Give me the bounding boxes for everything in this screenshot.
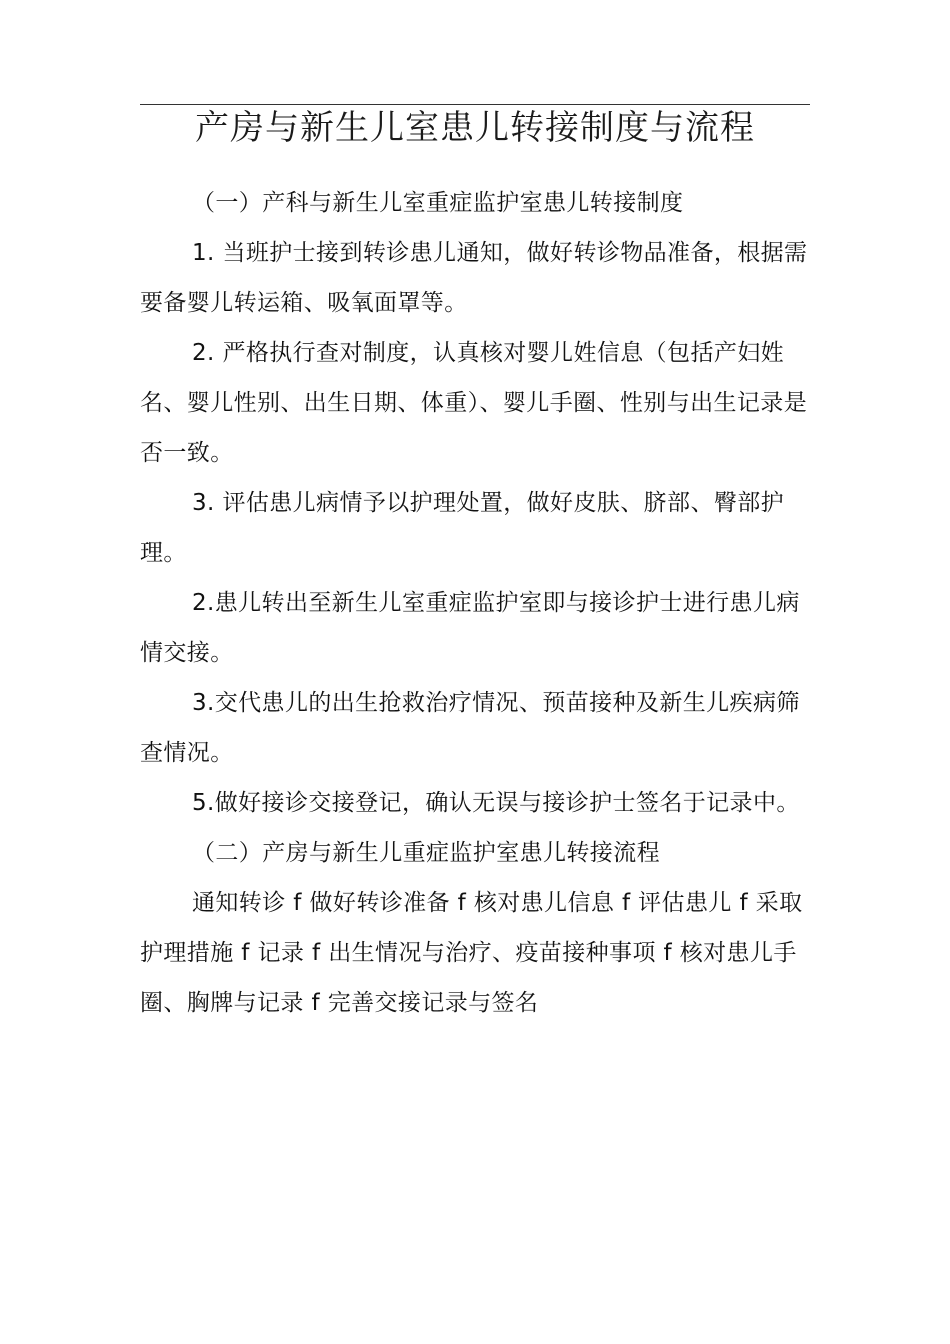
document-body [140, 178, 812, 1028]
document-title: 产房与新生儿室患儿转接制度与流程 [195, 108, 755, 148]
section-heading-2: （二）产房与新生儿重症监护室患儿转接流程 [192, 840, 660, 866]
paragraph-item-5: 3.交代患儿的出生抢救治疗情况、预苗接种及新生儿疾病筛查情况。 [140, 690, 800, 766]
paragraph-item-1: 1. 当班护士接到转诊患儿通知，做好转诊物品准备，根据需要备婴儿转运箱、吸氧面罩等。 [140, 240, 808, 316]
paragraph-item-4: 2.患儿转出至新生儿室重症监护室即与接诊护士进行患儿病情交接。 [140, 590, 800, 666]
paragraph-item-3: 3. 评估患儿病情予以护理处置，做好皮肤、脐部、臀部护理。 [140, 490, 785, 566]
header-rule [140, 104, 810, 105]
paragraph-item-2: 2. 严格执行查对制度，认真核对婴儿姓信息（包括产妇姓名、婴儿性别、出生日期、体重）、婴儿手圈、性别与出生记录是否一致。 [140, 340, 808, 466]
paragraph-item-6: 5.做好接诊交接登记，确认无误与接诊护士签名于记录中。 [192, 790, 800, 816]
section-heading-1: （一）产科与新生儿室重症监护室患儿转接制度 [192, 190, 684, 216]
flow-paragraph: 通知转诊 f 做好转诊准备 f 核对患儿信息 f 评估患儿 f 采取护理措施 f 记录 f 出生情况与治疗、疫苗接种事项 f 核对患儿手圈、胸牌与记录 f 完善交接记录与签名 [140, 890, 803, 1016]
